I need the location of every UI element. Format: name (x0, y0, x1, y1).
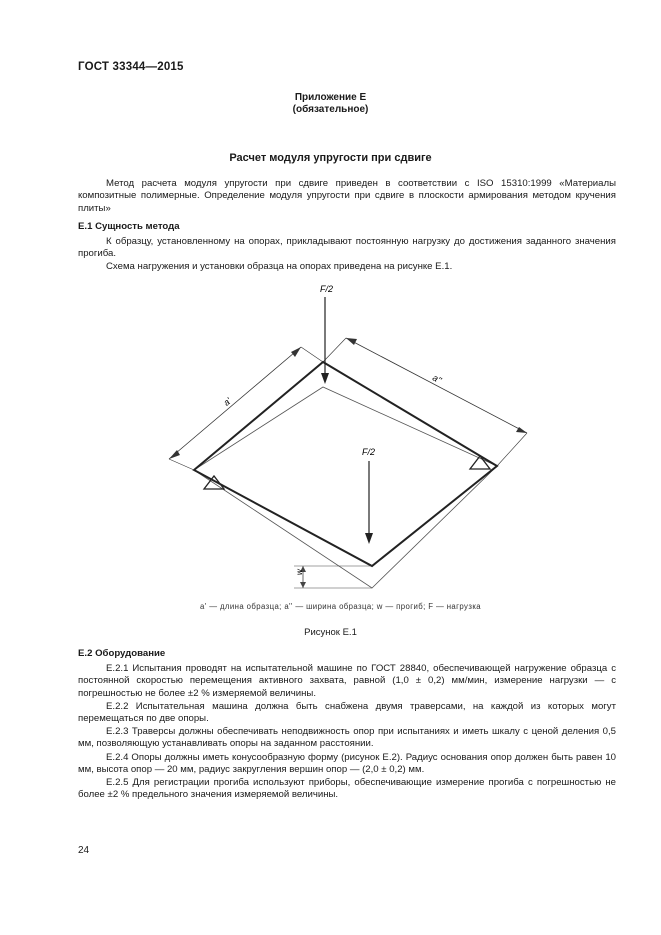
paragraph-e2-3: Е.2.3 Траверсы должны обеспечивать неподвижность опор при испытаниях и иметь шкалу с ценой деления 0,5 мм, позволяющую устанавливать опоры на заданном расстоянии. (78, 726, 616, 750)
paragraph-e1-2: Схема нагружения и установки образца на опорах приведена на рисунке Е.1. (106, 261, 453, 272)
dimension-line-a2 (346, 338, 527, 433)
intro-paragraph: Метод расчета модуля упругости при сдвиге приведен в соответствии с ISO 15310:1999 «Материалы композитные полимерные. Определение модуля упругости при сдвиге в плоскости армирования методом кручения плиты» (78, 178, 616, 214)
label-load-top: F/2 (320, 284, 334, 294)
specimen-outline (194, 362, 497, 566)
annex-title: Приложение Е (294, 92, 367, 103)
paragraph-e2-5: Е.2.5 Для регистрации прогиба используют приборы, обеспечивающие измерение прогиба с погрешностью не более ±2 % предельного значения измеряемой величины. (78, 777, 616, 801)
reference-outline (194, 387, 497, 588)
paragraph-e2-1: Е.2.1 Испытания проводят на испытательной машине по ГОСТ 28840, обеспечивающей нагружение образца с постоянной скоростью перемещения активного захвата, равной (1,0 ± 0,2) мм/мин, измерение нагрузки — с погрешностью не более ±2 % измеряемой величины. (78, 663, 616, 699)
heading-e1: Е.1 Сущность метода (78, 221, 180, 232)
dimension-line-a1 (169, 347, 301, 459)
figure-caption: Рисунок Е.1 (304, 627, 357, 638)
document-code: ГОСТ 33344—2015 (78, 61, 184, 73)
figure-legend: a' — длина образца; a'' — ширина образца; w — прогиб; F — нагрузка (200, 602, 482, 611)
page-number: 24 (78, 845, 90, 856)
annex-status: (обязательное) (292, 104, 369, 115)
label-a1: a' (221, 395, 234, 408)
paragraph-e2-2: Е.2.2 Испытательная машина должна быть снабжена двумя траверсами, на каждой из которых могут перемещаться по две опоры. (78, 701, 616, 725)
label-w: w (295, 569, 304, 575)
heading-e2: Е.2 Оборудование (78, 648, 166, 659)
label-load-center: F/2 (362, 447, 376, 457)
paragraph-e2-4: Е.2.4 Опоры должны иметь конусообразную форму (рисунок Е.2). Радиус основания опор должен быть равен 10 мм, высота опор — 20 мм, радиус закругления вершин опор — (2,0 ± 0,2) мм. (78, 752, 616, 776)
paragraph-e1-1: К образцу, установленному на опорах, прикладывают постоянную нагрузку до достижения заданного значения прогиба. (78, 236, 616, 260)
section-title: Расчет модуля упругости при сдвиге (229, 152, 432, 164)
label-a2: a'' (430, 372, 444, 386)
loading-diagram (150, 280, 540, 600)
